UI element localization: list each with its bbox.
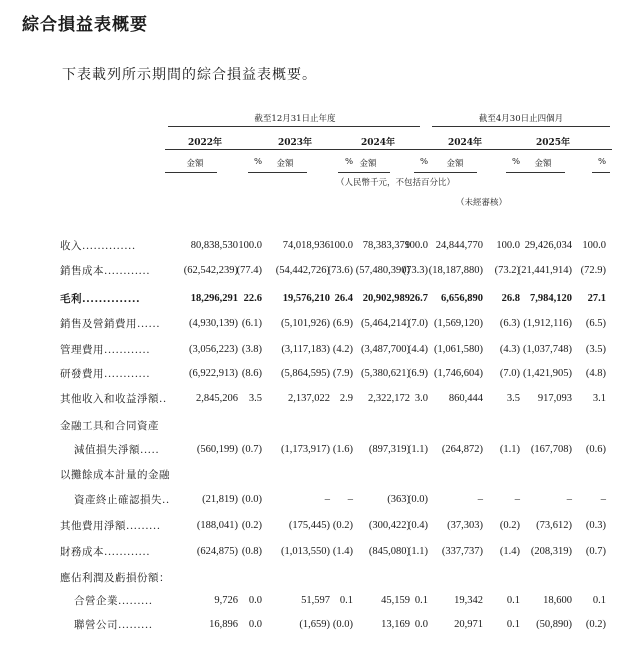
- amount-cell: 20,971: [454, 619, 483, 630]
- amount-cell: (300,422): [368, 520, 410, 531]
- amount-cell: 19,576,210: [282, 293, 330, 304]
- percent-cell: 100.0: [329, 240, 353, 251]
- row-label: 其他費用淨額.........: [60, 520, 161, 532]
- amount-cell: (1,037,748): [523, 344, 572, 355]
- percent-header: %: [419, 157, 429, 167]
- percent-cell: (77.4): [236, 265, 262, 276]
- year-rule: [338, 149, 434, 150]
- percent-cell: 0.0: [248, 595, 262, 606]
- percent-cell: (0.0): [407, 494, 428, 505]
- row-label: 減值損失淨額.....: [74, 444, 160, 456]
- amount-cell: (1,173,917): [281, 444, 330, 455]
- amount-cell: 917,093: [537, 393, 572, 404]
- amount-cell: (21,819): [202, 494, 238, 505]
- amount-cell: (6,922,913): [189, 368, 238, 379]
- amount-cell: (363): [387, 494, 410, 505]
- amount-cell: (1,569,120): [434, 318, 483, 329]
- amount-cell: (5,101,926): [281, 318, 330, 329]
- year-rule: [425, 149, 526, 150]
- amount-rule: [338, 172, 390, 173]
- table-row: [60, 442, 615, 458]
- percent-cell: 0.0: [248, 619, 262, 630]
- percent-cell: (7.0): [407, 318, 428, 329]
- amount-cell: –: [477, 494, 483, 505]
- percent-cell: (1.1): [499, 444, 520, 455]
- percent-cell: (6.3): [499, 318, 520, 329]
- amount-cell: 80,838,530: [190, 240, 238, 251]
- percent-cell: (0.2): [332, 520, 353, 531]
- percent-header: %: [253, 157, 263, 167]
- percent-cell: (73.3): [402, 265, 428, 276]
- percent-cell: 3.5: [248, 393, 262, 404]
- percent-cell: –: [600, 494, 606, 505]
- amount-cell: 7,984,120: [530, 293, 572, 304]
- percent-cell: 26.7: [409, 293, 428, 304]
- percent-cell: 0.1: [506, 595, 520, 606]
- amount-header: 金額: [446, 159, 464, 169]
- percent-cell: (1.4): [499, 546, 520, 557]
- row-label: 銷售成本............: [60, 265, 151, 277]
- year-rule: [165, 149, 268, 150]
- year-header: 2024年: [447, 138, 483, 148]
- row-label: 以攤餘成本計量的金融: [60, 469, 170, 481]
- percent-cell: (7.9): [332, 368, 353, 379]
- table-row: [60, 263, 615, 279]
- amount-cell: (73,612): [536, 520, 572, 531]
- row-label: 毛利..............: [60, 293, 141, 305]
- amount-cell: 74,018,936: [282, 240, 330, 251]
- amount-cell: (1,421,905): [523, 368, 572, 379]
- table-row: [60, 391, 615, 407]
- percent-cell: 100.0: [404, 240, 428, 251]
- percent-cell: 27.1: [587, 293, 606, 304]
- amount-cell: 2,137,022: [288, 393, 330, 404]
- table-row: [60, 544, 615, 560]
- percent-cell: (7.0): [499, 368, 520, 379]
- amount-header: 金額: [359, 159, 377, 169]
- table-row: [60, 570, 615, 586]
- amount-cell: (50,890): [536, 619, 572, 630]
- percent-header: %: [344, 157, 354, 167]
- table-row: [60, 617, 615, 633]
- amount-cell: –: [566, 494, 572, 505]
- amount-cell: (1,912,116): [523, 318, 572, 329]
- period-year-rule: [168, 126, 420, 127]
- percent-cell: (0.2): [499, 520, 520, 531]
- period-year-header: 截至12月31日止年度: [254, 114, 336, 124]
- percent-cell: 0.1: [414, 595, 428, 606]
- percent-cell: (6.9): [332, 318, 353, 329]
- amount-cell: (175,445): [288, 520, 330, 531]
- percent-cell: 100.0: [582, 240, 606, 251]
- percent-cell: (0.2): [241, 520, 262, 531]
- percent-rule: [592, 172, 610, 173]
- table-row: [60, 492, 615, 508]
- percent-header: %: [511, 157, 521, 167]
- row-label: 應佔利潤及虧損份額：: [60, 572, 170, 584]
- amount-cell: 16,896: [209, 619, 238, 630]
- percent-cell: 3.1: [592, 393, 606, 404]
- section-title: 綜合損益表概要: [22, 15, 148, 35]
- row-label: 收入..............: [60, 240, 136, 252]
- amount-cell: 20,902,989: [362, 293, 410, 304]
- percent-header: %: [597, 157, 607, 167]
- row-label: 研發費用............: [60, 368, 151, 380]
- percent-cell: 3.5: [506, 393, 520, 404]
- percent-cell: (6.5): [585, 318, 606, 329]
- amount-cell: (897,319): [368, 444, 410, 455]
- amount-cell: (264,872): [441, 444, 483, 455]
- row-label: 合營企業.........: [74, 595, 153, 607]
- percent-cell: (0.0): [332, 619, 353, 630]
- table-row: [60, 291, 615, 307]
- amount-cell: 860,444: [448, 393, 483, 404]
- amount-cell: (624,875): [196, 546, 238, 557]
- period-interim-header: 截至4月30日止四個月: [478, 114, 564, 124]
- table-row: [60, 316, 615, 332]
- amount-cell: (3,056,223): [189, 344, 238, 355]
- amount-cell: (337,737): [441, 546, 483, 557]
- amount-cell: (1,013,550): [281, 546, 330, 557]
- amount-rule: [425, 172, 477, 173]
- percent-cell: 0.1: [339, 595, 353, 606]
- percent-cell: 26.8: [501, 293, 520, 304]
- amount-cell: (18,187,880): [428, 265, 483, 276]
- percent-cell: (3.8): [241, 344, 262, 355]
- year-header: 2025年: [535, 138, 571, 148]
- percent-cell: (1.1): [407, 444, 428, 455]
- amount-cell: 29,426,034: [524, 240, 572, 251]
- percent-cell: (1.6): [332, 444, 353, 455]
- year-header: 2024年: [360, 138, 396, 148]
- amount-rule: [513, 172, 565, 173]
- percent-cell: 26.4: [334, 293, 353, 304]
- percent-cell: (0.3): [585, 520, 606, 531]
- percent-cell: (73.2): [494, 265, 520, 276]
- percent-cell: (3.5): [585, 344, 606, 355]
- percent-cell: 3.0: [414, 393, 428, 404]
- percent-cell: (1.4): [332, 546, 353, 557]
- percent-cell: (6.1): [241, 318, 262, 329]
- percent-cell: 22.6: [243, 293, 262, 304]
- amount-cell: (57,480,390): [355, 265, 410, 276]
- percent-cell: –: [347, 494, 353, 505]
- table-row: [60, 238, 615, 254]
- percent-cell: 100.0: [238, 240, 262, 251]
- percent-cell: (73.6): [327, 265, 353, 276]
- amount-cell: (1,061,580): [434, 344, 483, 355]
- percent-cell: 0.0: [414, 619, 428, 630]
- row-label: 財務成本............: [60, 546, 151, 558]
- amount-header: 金額: [534, 159, 552, 169]
- amount-cell: (3,487,700): [361, 344, 410, 355]
- period-interim-rule: [432, 126, 610, 127]
- amount-cell: 6,656,890: [441, 293, 483, 304]
- row-label: 管理費用............: [60, 344, 151, 356]
- amount-cell: (5,464,214): [361, 318, 410, 329]
- percent-cell: (4.3): [499, 344, 520, 355]
- percent-cell: 0.1: [592, 595, 606, 606]
- year-rule: [513, 149, 612, 150]
- amount-cell: (5,864,595): [281, 368, 330, 379]
- amount-cell: (845,080): [368, 546, 410, 557]
- year-header: 2023年: [277, 138, 313, 148]
- table-row: [60, 467, 615, 483]
- amount-cell: (1,746,604): [434, 368, 483, 379]
- percent-cell: (6.9): [407, 368, 428, 379]
- amount-cell: –: [324, 494, 330, 505]
- percent-cell: (0.2): [585, 619, 606, 630]
- table-row: [60, 342, 615, 358]
- percent-cell: (8.6): [241, 368, 262, 379]
- percent-cell: (1.1): [407, 546, 428, 557]
- amount-cell: 45,159: [381, 595, 410, 606]
- table-row: [60, 366, 615, 382]
- table-row: [60, 518, 615, 534]
- row-label: 資產終止確認損失..: [74, 494, 170, 506]
- amount-cell: 19,342: [454, 595, 483, 606]
- year-header: 2022年: [187, 138, 223, 148]
- amount-header: 金額: [276, 159, 294, 169]
- row-label: 聯營公司.........: [74, 619, 153, 631]
- amount-cell: (167,708): [530, 444, 572, 455]
- percent-cell: (4.4): [407, 344, 428, 355]
- percent-cell: 100.0: [496, 240, 520, 251]
- percent-cell: (0.7): [241, 444, 262, 455]
- percent-cell: (0.0): [241, 494, 262, 505]
- unit-note: （人民幣千元，不包括百分比）: [336, 178, 456, 188]
- amount-cell: (208,319): [530, 546, 572, 557]
- percent-cell: 0.1: [506, 619, 520, 630]
- intro-text: 下表載列所示期間的綜合損益表概要。: [62, 67, 317, 83]
- amount-cell: 18,600: [543, 595, 572, 606]
- percent-cell: (0.7): [585, 546, 606, 557]
- amount-cell: 78,383,379: [362, 240, 410, 251]
- amount-cell: 2,845,206: [196, 393, 238, 404]
- amount-cell: 9,726: [214, 595, 238, 606]
- amount-cell: 2,322,172: [368, 393, 410, 404]
- amount-rule: [255, 172, 307, 173]
- amount-header: 金額: [186, 159, 204, 169]
- amount-cell: 13,169: [381, 619, 410, 630]
- row-label: 金融工具和合同資產: [60, 420, 159, 432]
- percent-cell: (72.9): [580, 265, 606, 276]
- percent-cell: (0.8): [241, 546, 262, 557]
- amount-cell: 18,296,291: [190, 293, 238, 304]
- amount-cell: (188,041): [196, 520, 238, 531]
- unaudited-note: （未經審核）: [456, 198, 508, 208]
- amount-cell: (37,303): [447, 520, 483, 531]
- percent-cell: –: [514, 494, 520, 505]
- amount-cell: (5,380,621): [361, 368, 410, 379]
- percent-cell: (4.8): [585, 368, 606, 379]
- percent-cell: (0.4): [407, 520, 428, 531]
- amount-cell: (560,199): [196, 444, 238, 455]
- amount-cell: (3,117,183): [281, 344, 330, 355]
- table-row: [60, 593, 615, 609]
- amount-cell: 24,844,770: [435, 240, 483, 251]
- row-label: 銷售及營銷費用......: [60, 318, 161, 330]
- amount-cell: (4,930,139): [189, 318, 238, 329]
- table-row: [60, 418, 615, 434]
- amount-cell: (54,442,726): [275, 265, 330, 276]
- percent-cell: (4.2): [332, 344, 353, 355]
- amount-cell: 51,597: [301, 595, 330, 606]
- amount-cell: (1,659): [299, 619, 330, 630]
- percent-cell: 2.9: [339, 393, 353, 404]
- percent-cell: (0.6): [585, 444, 606, 455]
- amount-cell: (62,542,239): [183, 265, 238, 276]
- amount-rule: [165, 172, 217, 173]
- row-label: 其他收入和收益淨額..: [60, 393, 167, 405]
- amount-cell: (21,441,914): [517, 265, 572, 276]
